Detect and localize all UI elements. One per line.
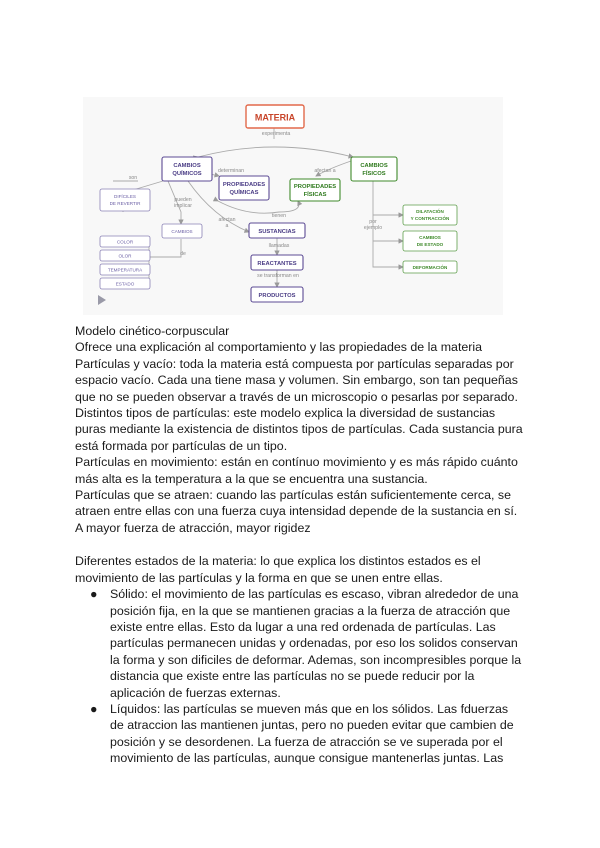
node-cambios-estado-1: CAMBIOS (419, 235, 441, 240)
bullet-icon: ● (90, 587, 98, 602)
link-transforman: se transforman en (257, 273, 299, 279)
concept-map (83, 97, 503, 315)
node-cambios: CAMBIOS (171, 229, 193, 234)
list-item-liquidos (75, 701, 525, 767)
link-pueden: pueden (174, 197, 192, 203)
node-temperatura: TEMPERATURA (107, 267, 143, 273)
link-determinan: determinan (218, 168, 244, 174)
list-item-solido (75, 586, 525, 701)
node-dilatacion-2: Y CONTRACCIÓN (410, 216, 450, 221)
states-list (75, 586, 525, 766)
node-cambios-estado-2: DE ESTADO (416, 242, 444, 247)
node-reactantes: REACTANTES (257, 261, 297, 267)
link-experimenta: experimenta (261, 131, 291, 137)
paragraph-atraccion: Partículas que se atraen: cuando las partículas están suficientemente cerca, se atraen entre ellas con una fuerza cuya intensidad depende de la sustancia en sí. A mayor fuerza de atracción, mayor rigidez (75, 488, 518, 535)
node-dificiles-1: DIFÍCILES (114, 194, 136, 199)
list-item-text: Sólido: el movimiento de las partículas es escaso, vibran alrededor de una posición fija, en la que se mantienen gracias a la fuerza de atracción que existe entre ellas. Esto da lugar a una red ordenada de partículas. Las partículas permanecen unidas y ordenadas, por eso los solidos conservan la forma y son dificiles de deformar. Ademas, son incompresibles porque la distancia que existe entre las partículas no se puede reducir por la aplicación de fuerzas externas. (110, 587, 522, 700)
node-cambios-fisicos-2: FÍSICOS (362, 171, 386, 177)
root-node: MATERIA (254, 112, 296, 123)
section-heading: Modelo cinético-corpuscular (75, 324, 230, 338)
node-prop-quimicas-1: PROPIEDADES (222, 182, 266, 188)
paragraph-movimiento: Partículas en movimiento: están en contínuo movimiento y es más rápido cuánto más alta es la temperatura a la que se encuentra una sustancia. (75, 455, 518, 486)
node-cambios-quimicos-2: QUÍMICOS (172, 171, 202, 177)
document-body (75, 323, 525, 767)
node-color: COLOR (116, 239, 134, 245)
paragraph-tipos-particulas: Distintos tipos de partículas: este modelo explica la diversidad de sustancias puras mediante la existencia de distintos tipos de partículas. Cada sustancia pura está formada por partículas de un tipo. (75, 406, 523, 453)
link-de: de (180, 251, 186, 257)
node-cambios-fisicos-1: CAMBIOS (360, 163, 388, 169)
node-deformacion: DEFORMACIÓN (412, 265, 448, 270)
concept-map-image (83, 97, 503, 315)
list-item-text: Líquidos: las partículas se mueven más que en los sólidos. Las fduerzas de atraccion las mantienen juntas, pero no pueden evitar que cambien de posición y se desordenen. La fuerza de atracción se ve superada por el movimiento de las partículas, aunque consigue mantenerlas juntas. Las (110, 701, 514, 766)
node-cambios-quimicos-1: CAMBIOS (173, 163, 201, 169)
paragraph-particulas-vacio: Partículas y vacío: toda la materia está compuesta por partículas separadas por espacio vacío. Cada una tiene masa y volumen. Sin embargo, son tan pequeñas que no se pueden observar a través de un microscopio o pesarlas por separado. (75, 356, 518, 404)
link-por: por (369, 219, 377, 225)
link-afectan-2: afectan (218, 217, 236, 223)
node-estado: ESTADO (115, 281, 135, 287)
node-prop-quimicas-2: QUÍMICAS (229, 190, 259, 196)
link-ejemplo: ejemplo (363, 225, 383, 231)
node-prop-fisicas-1: PROPIEDADES (293, 184, 337, 190)
link-afectan: afectan a (314, 168, 336, 174)
node-productos: PRODUCTOS (258, 293, 296, 299)
link-son: son (128, 175, 138, 181)
link-tienen: tienen (271, 213, 287, 219)
node-sustancias: SUSTANCIAS (258, 229, 296, 235)
link-llamadas: llamadas (268, 243, 290, 249)
bullet-icon: ● (90, 701, 98, 716)
paragraph-intro: Ofrece una explicación al comportamiento y las propiedades de la materia (75, 340, 483, 355)
link-a: a (225, 223, 229, 229)
link-implicar: implicar (174, 203, 192, 209)
node-olor: OLOR (118, 253, 132, 259)
node-dificiles-2: DE REVERTIR (109, 201, 141, 206)
paragraph-estados: Diferentes estados de la materia: lo que explica los distintos estados es el movimiento de las partículas y la forma en que se unen entre ellas. (75, 554, 481, 585)
node-dilatacion-1: DILATACIÓN (416, 209, 444, 214)
node-prop-fisicas-2: FÍSICAS (303, 192, 327, 198)
play-icon[interactable] (98, 295, 106, 305)
